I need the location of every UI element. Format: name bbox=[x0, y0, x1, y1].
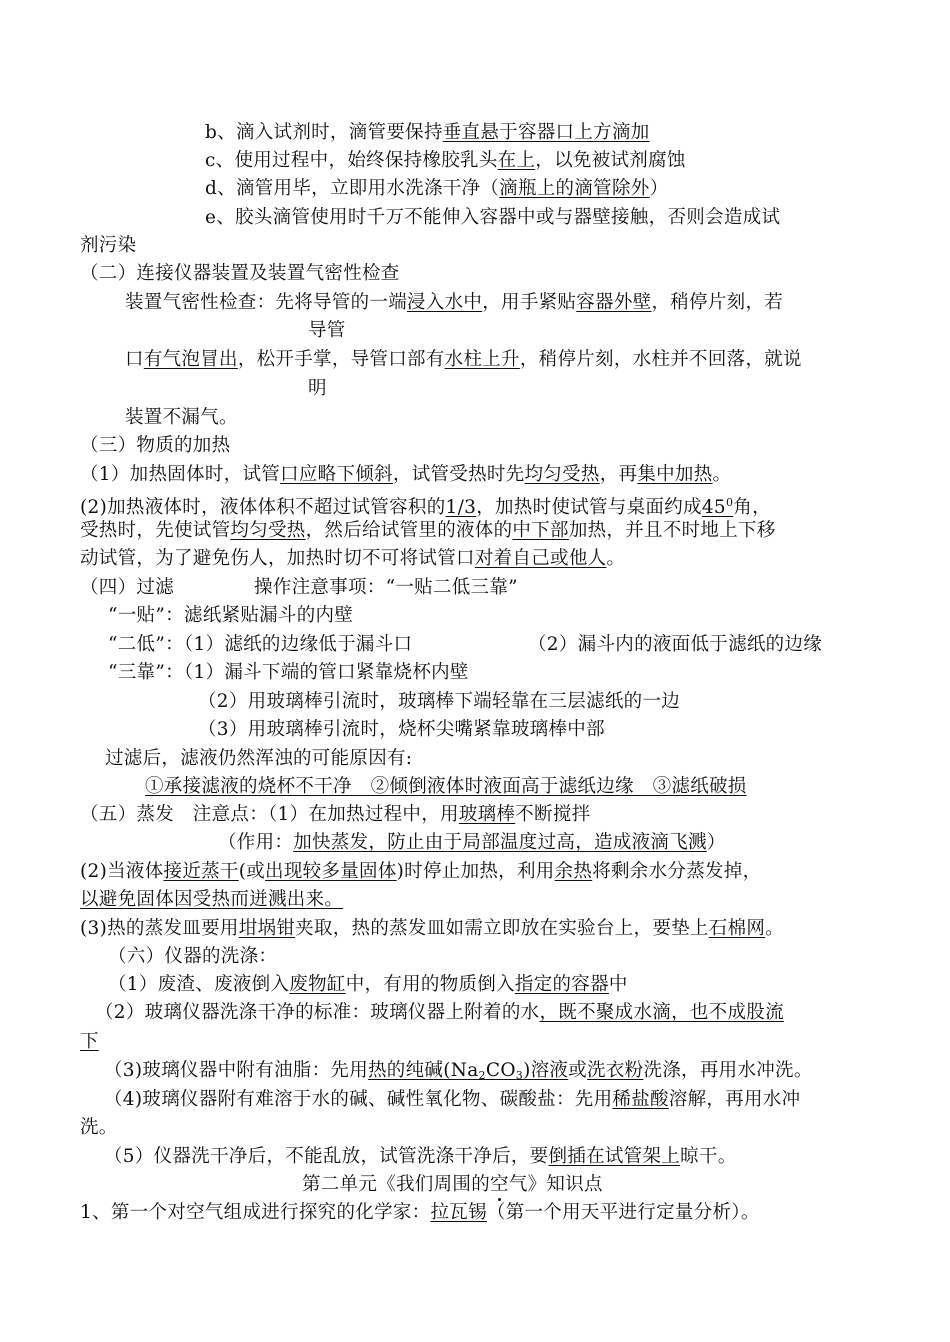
washing-3: （3)玻璃仪器中附有油脂：先用热的纯碱$(Na_2CO_3)$溶液或洗衣粉洗涤，再用水冲洗。 bbox=[104, 1060, 813, 1082]
filter-causes: ①承接滤液的烧杯不干净 ②倾倒液体时液面高于滤纸边缘 ③滤纸破损 bbox=[145, 776, 747, 797]
evaporation-purpose: （作用：加快蒸发，防止由于局部温度过高，造成液滴飞溅） bbox=[218, 832, 726, 853]
section-heading-filter: （四）过滤 bbox=[80, 577, 175, 598]
airtight-line-3: 装置不漏气。 bbox=[125, 407, 238, 428]
filter-cause-title: 过滤后，滤液仍然浑浊的可能原因有: bbox=[105, 748, 413, 769]
unit-title: 第二单元《我们周围的空气》知识点 bbox=[302, 1174, 603, 1195]
section-heading-airtight: （二）连接仪器装置及装置气密性检查 bbox=[80, 263, 400, 284]
washing-1: （1）废渣、废液倒入废物缸中，有用的物质倒入指定的容器中 bbox=[108, 974, 628, 995]
evaporation-line-3: (3)热的蒸发皿要用坩埚钳夹取，热的蒸发皿如需立即放在实验台上，要垫上石棉网。 bbox=[80, 918, 784, 939]
dropper-note-d: d、滴管用毕，立即用水洗涤干净（滴瓶上的滴管除外） bbox=[205, 178, 669, 199]
unit-point-1: 1、第一个对空气组成进行探究的化学家：拉瓦锡（第一个用天平进行定量分析）。 bbox=[80, 1202, 760, 1223]
dropper-note-e: e、胶头滴管使用时千万不能伸入容器中或与器壁接触，否则会造成试 bbox=[205, 207, 781, 228]
filter-sankao-1: “三靠”：（1）漏斗下端的管口紧靠烧杯内壁 bbox=[108, 662, 469, 683]
filter-rule-title: 操作注意事项：“一贴二低三靠” bbox=[254, 577, 518, 598]
dropper-note-c: c、使用过程中，始终保持橡胶乳头在上，以免被试剂腐蚀 bbox=[205, 150, 686, 171]
filter-sankao-2: （2）用玻璃棒引流时，玻璃棒下端轻靠在三层滤纸的一边 bbox=[198, 691, 681, 712]
filter-yitie: “一贴”：滤纸紧贴漏斗的内壁 bbox=[108, 605, 354, 626]
section-heading-heating: （三）物质的加热 bbox=[80, 435, 231, 456]
evaporation-line-2-cont: 以避免固体因受热而迸溅出来。 bbox=[80, 889, 344, 910]
filter-erdi-2: （2）漏斗内的液面低于滤纸的边缘 bbox=[528, 634, 823, 655]
section-heading-washing: （六）仪器的洗涤： bbox=[108, 946, 278, 967]
washing-4: （4)玻璃仪器附有难溶于水的碱、碱性氧化物、碳酸盐：先用稀盐酸溶解，再用水冲 bbox=[104, 1089, 801, 1110]
heating-solid: （1）加热固体时，试管口应略下倾斜，试管受热时先均匀受热，再集中加热。 bbox=[80, 464, 732, 485]
evaporation-line-1: （五）蒸发 注意点：（1）在加热过程中，用玻璃棒不断搅拌 bbox=[80, 804, 591, 825]
washing-4-cont: 洗。 bbox=[80, 1117, 118, 1138]
dropper-note-e-cont: 剂污染 bbox=[80, 235, 137, 256]
heating-liquid-3: 动试管，为了避免伤人，加热时切不可将试管口对着自己或他人。 bbox=[80, 548, 626, 569]
airtight-line-2: 口有气泡冒出，松开手掌，导管口部有水柱上升，稍停片刻，水柱并不回落，就说 bbox=[125, 349, 802, 370]
heating-liquid-1: (2)加热液体时，液体体积不超过试管容积的1/3，加热时使试管与桌面约成$45^0$角， bbox=[80, 496, 771, 518]
heating-liquid-2: 受热时，先使试管均匀受热，然后给试管里的液体的中下部加热，并且不时地上下移 bbox=[80, 520, 776, 541]
washing-2: （2）玻璃仪器洗涤干净的标准：玻璃仪器上附着的水，既不聚成水滴，也不成股流 bbox=[95, 1002, 784, 1023]
filter-erdi-1: “二低”：（1）滤纸的边缘低于漏斗口 bbox=[108, 634, 413, 655]
filter-sankao-3: （3）用玻璃棒引流时，烧杯尖嘴紧靠玻璃棒中部 bbox=[198, 719, 605, 740]
washing-2-cont: 下 bbox=[80, 1031, 99, 1052]
airtight-line-1: 装置气密性检查：先将导管的一端浸入水中，用手紧贴容器外壁，稍停片刻，若 bbox=[125, 292, 784, 313]
dropper-note-b: b、滴入试剂时，滴管要保持垂直悬于容器口上方滴加 bbox=[205, 122, 650, 143]
evaporation-line-2: (2)当液体接近蒸干(或出现较多量固体)时停止加热，利用余热将剩余水分蒸发掉， bbox=[80, 861, 762, 882]
washing-5: （5）仪器洗干净后，不能乱放，试管洗涤干净后，要倒插在试管架上晾干。 bbox=[104, 1146, 737, 1167]
airtight-line-1-wrap: 导管 bbox=[308, 320, 346, 341]
airtight-line-2-wrap: 明 bbox=[308, 378, 327, 399]
